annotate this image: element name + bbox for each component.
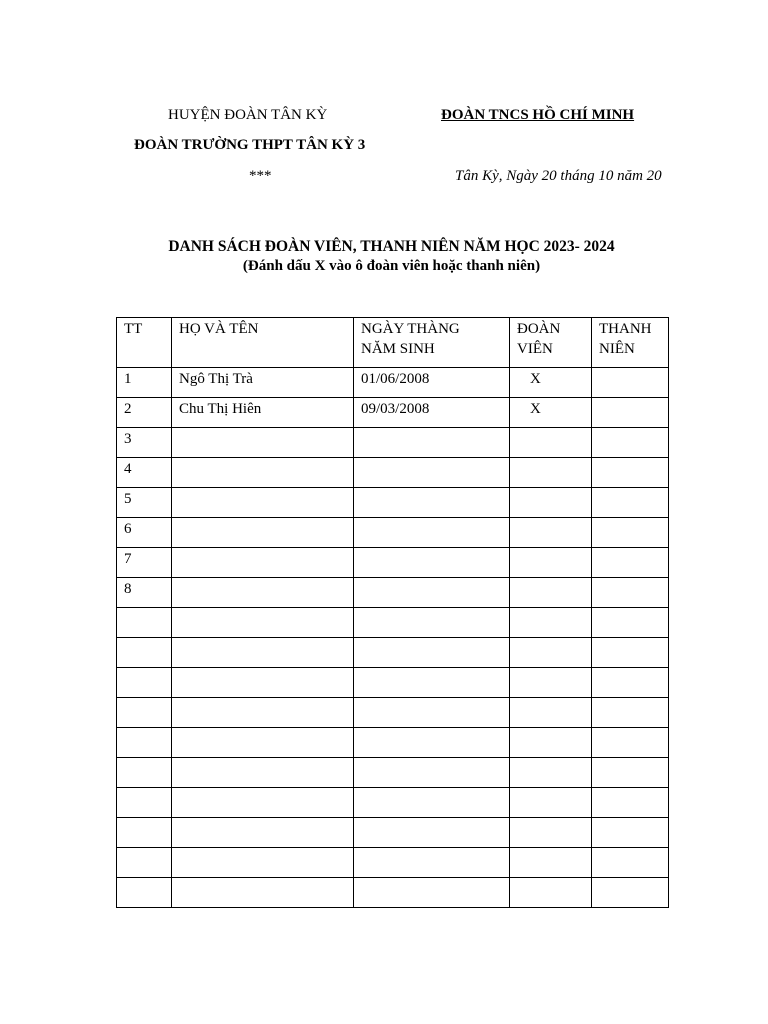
cell-doan-vien [510, 518, 592, 548]
cell-thanh-nien [592, 608, 669, 638]
header-line: NĂM SINH [361, 341, 435, 357]
cell-dob [354, 668, 510, 698]
cell-name [172, 758, 354, 788]
table-row [117, 818, 669, 848]
cell-doan-vien [510, 758, 592, 788]
cell-doan-vien [510, 878, 592, 908]
cell-thanh-nien [592, 788, 669, 818]
cell-tt: 8 [117, 578, 172, 608]
cell-thanh-nien [592, 878, 669, 908]
cell-dob [354, 608, 510, 638]
cell-thanh-nien [592, 548, 669, 578]
table-row [117, 578, 669, 608]
district-union-name: HUYỆN ĐOÀN TÂN KỲ [168, 107, 328, 123]
cell-name [172, 698, 354, 728]
cell-dob: 01/06/2008 [354, 368, 510, 398]
cell-doan-vien [510, 818, 592, 848]
cell-name [172, 728, 354, 758]
cell-thanh-nien [592, 758, 669, 788]
cell-tt: 7 [117, 548, 172, 578]
cell-thanh-nien [592, 668, 669, 698]
table-row [117, 458, 669, 488]
cell-tt [117, 848, 172, 878]
cell-thanh-nien [592, 698, 669, 728]
cell-dob [354, 428, 510, 458]
cell-doan-vien [510, 668, 592, 698]
header-line: NGÀY THÀNG [361, 321, 460, 337]
cell-dob [354, 638, 510, 668]
table-row [117, 548, 669, 578]
cell-thanh-nien [592, 578, 669, 608]
table-row [117, 728, 669, 758]
cell-name [172, 578, 354, 608]
cell-name [172, 788, 354, 818]
header-line: NIÊN [599, 341, 635, 357]
header-separator: *** [249, 168, 272, 184]
place-date-line: Tân Kỳ, Ngày 20 tháng 10 năm 20 [455, 168, 662, 184]
cell-name: Ngô Thị Trà [172, 368, 354, 398]
cell-tt [117, 878, 172, 908]
cell-name [172, 458, 354, 488]
cell-thanh-nien [592, 848, 669, 878]
member-roster-table [116, 317, 669, 908]
cell-thanh-nien [592, 638, 669, 668]
cell-thanh-nien [592, 398, 669, 428]
cell-name [172, 488, 354, 518]
table-row [117, 878, 669, 908]
table-row [117, 788, 669, 818]
cell-doan-vien [510, 788, 592, 818]
cell-tt [117, 608, 172, 638]
header-line: VIÊN [517, 341, 553, 357]
cell-doan-vien [510, 548, 592, 578]
cell-dob [354, 578, 510, 608]
cell-name: Chu Thị Hiên [172, 398, 354, 428]
cell-dob [354, 728, 510, 758]
table-row [117, 698, 669, 728]
column-header-doan-vien [510, 318, 592, 368]
cell-thanh-nien [592, 428, 669, 458]
cell-thanh-nien [592, 458, 669, 488]
cell-doan-vien: X [510, 368, 592, 398]
cell-tt: 3 [117, 428, 172, 458]
document-subtitle: (Đánh dấu X vào ô đoàn viên hoặc thanh niên) [242, 258, 541, 274]
cell-dob [354, 758, 510, 788]
organization-name: ĐOÀN TNCS HỒ CHÍ MINH [441, 107, 635, 123]
school-union-name: ĐOÀN TRƯỜNG THPT TÂN KỲ 3 [134, 137, 366, 153]
cell-doan-vien [510, 458, 592, 488]
header-line: ĐOÀN [517, 321, 561, 337]
cell-thanh-nien [592, 818, 669, 848]
cell-dob [354, 818, 510, 848]
table-row [117, 638, 669, 668]
cell-doan-vien [510, 638, 592, 668]
cell-dob [354, 518, 510, 548]
table-row [117, 518, 669, 548]
cell-tt [117, 788, 172, 818]
column-header-tt [117, 318, 172, 368]
header-line: TT [124, 321, 143, 337]
cell-dob [354, 848, 510, 878]
cell-doan-vien [510, 698, 592, 728]
document-title: DANH SÁCH ĐOÀN VIÊN, THANH NIÊN NĂM HỌC 2023- 2024 [168, 238, 615, 255]
header-line: THANH [599, 321, 652, 337]
column-header-name [172, 318, 354, 368]
cell-thanh-nien [592, 488, 669, 518]
cell-doan-vien [510, 488, 592, 518]
cell-tt: 2 [117, 398, 172, 428]
cell-doan-vien [510, 578, 592, 608]
cell-name [172, 818, 354, 848]
column-header-thanh-nien [592, 318, 669, 368]
cell-tt [117, 698, 172, 728]
table-row [117, 488, 669, 518]
table-row [117, 428, 669, 458]
cell-doan-vien [510, 848, 592, 878]
cell-doan-vien [510, 428, 592, 458]
cell-dob [354, 548, 510, 578]
cell-doan-vien: X [510, 398, 592, 428]
cell-name [172, 608, 354, 638]
cell-name [172, 638, 354, 668]
table-row [117, 848, 669, 878]
cell-tt [117, 728, 172, 758]
cell-tt [117, 668, 172, 698]
table-row [117, 758, 669, 788]
cell-dob [354, 878, 510, 908]
cell-dob [354, 458, 510, 488]
cell-tt: 1 [117, 368, 172, 398]
cell-dob [354, 788, 510, 818]
cell-dob [354, 488, 510, 518]
table-row [117, 608, 669, 638]
table-header-row [117, 318, 669, 368]
cell-doan-vien [510, 608, 592, 638]
cell-name [172, 518, 354, 548]
cell-name [172, 668, 354, 698]
table-row [117, 398, 669, 428]
cell-thanh-nien [592, 518, 669, 548]
cell-dob [354, 698, 510, 728]
cell-tt [117, 638, 172, 668]
cell-tt: 6 [117, 518, 172, 548]
table-row [117, 368, 669, 398]
cell-tt [117, 818, 172, 848]
header-line: HỌ VÀ TÊN [179, 321, 259, 337]
cell-dob: 09/03/2008 [354, 398, 510, 428]
table-row [117, 668, 669, 698]
cell-name [172, 878, 354, 908]
cell-thanh-nien [592, 368, 669, 398]
cell-tt: 5 [117, 488, 172, 518]
cell-tt: 4 [117, 458, 172, 488]
cell-thanh-nien [592, 728, 669, 758]
cell-tt [117, 758, 172, 788]
cell-name [172, 548, 354, 578]
cell-doan-vien [510, 728, 592, 758]
cell-name [172, 428, 354, 458]
column-header-dob [354, 318, 510, 368]
cell-name [172, 848, 354, 878]
